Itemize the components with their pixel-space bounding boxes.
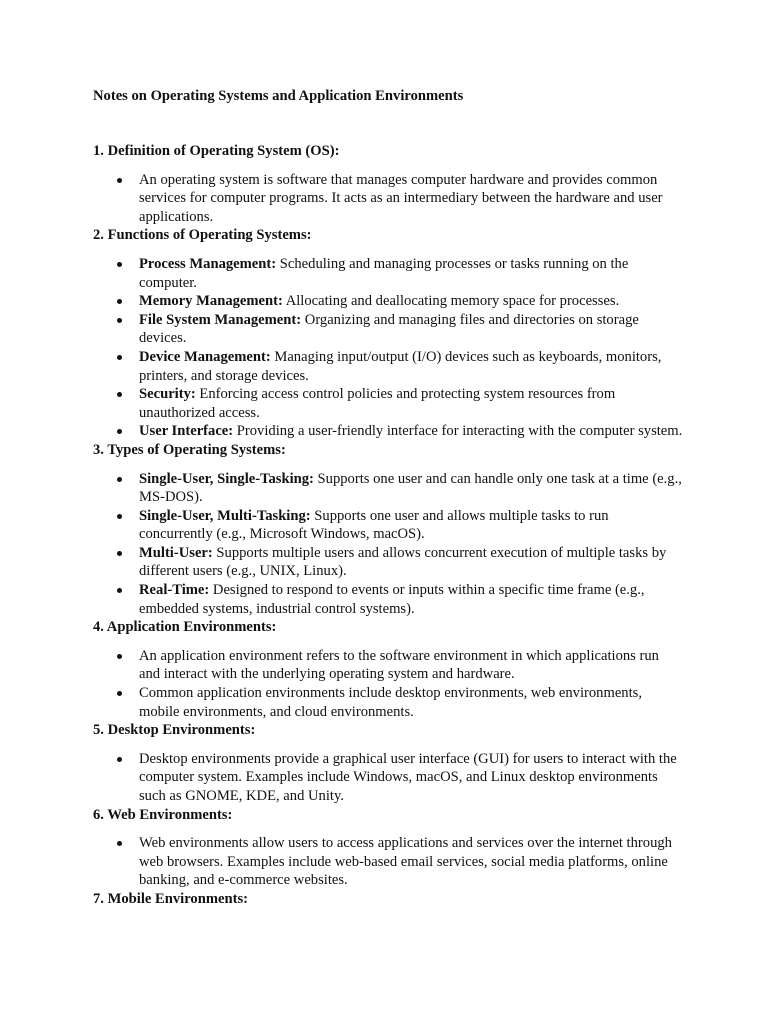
section-heading: 5. Desktop Environments:: [93, 722, 256, 739]
bullet-term: Memory Management:: [139, 293, 283, 310]
bullet-term: Device Management:: [139, 348, 271, 365]
bullet-list: [93, 834, 683, 890]
bullet-list: [93, 647, 683, 721]
bullet-term: User Interface:: [139, 423, 234, 440]
bullet-text: Providing a user-friendly interface for interacting with the computer system.: [233, 423, 683, 440]
bullet-term: Process Management:: [139, 255, 277, 272]
list-item: [139, 255, 683, 292]
bullet-text: Designed to respond to events or inputs within a specific time frame (e.g., embedded systems, industrial control systems).: [139, 582, 645, 617]
list-item: [139, 311, 683, 348]
bullet-term: Single-User, Single-Tasking:: [139, 470, 314, 487]
list-item: [139, 422, 683, 441]
section-heading: 4. Application Environments:: [93, 619, 277, 636]
bullet-text: Managing input/output (I/O) devices such as keyboards, monitors, printers, and storage devices.: [139, 348, 662, 384]
bullet-text: Scheduling and managing processes or tasks running on the computer.: [139, 255, 629, 291]
bullet-list: [93, 750, 683, 806]
section-mobile-environments: [93, 890, 683, 909]
section-definition: [93, 142, 683, 226]
bullet-text: An application environment refers to the software environment in which applications run and interact with the underlying operating system and hardware.: [139, 647, 659, 683]
list-item: [139, 171, 683, 227]
bullet-text: Desktop environments provide a graphical user interface (GUI) for users to interact with the computer system. Examples include Windows, macOS, and Linux desktop environments such as GNOME, KDE, and Unity.: [139, 750, 677, 804]
section-heading: 1. Definition of Operating System (OS):: [93, 143, 340, 159]
bullet-term: Security:: [139, 386, 196, 403]
bullet-text: Enforcing access control policies and protecting system resources from unauthorized access.: [139, 386, 616, 421]
list-item: [139, 385, 683, 422]
list-item: [139, 507, 683, 544]
bullet-term: File System Management:: [139, 311, 302, 328]
section-heading: 7. Mobile Environments:: [93, 890, 248, 907]
document-title: Notes on Operating Systems and Application Environments: [93, 88, 464, 104]
section-heading: 3. Types of Operating Systems:: [93, 441, 286, 458]
bullet-term: Multi-User:: [139, 544, 213, 561]
bullet-term: Single-User, Multi-Tasking:: [139, 507, 311, 524]
section-heading: 6. Web Environments:: [93, 806, 233, 823]
bullet-text: An operating system is software that manages computer hardware and provides common services for computer programs. It acts as an intermediary between the hardware and user applications.: [139, 171, 663, 225]
bullet-text: Supports one user and can handle only one task at a time (e.g., MS-DOS).: [139, 470, 682, 506]
list-item: [139, 292, 683, 311]
bullet-text: Web environments allow users to access applications and services over the internet through web browsers. Examples include web-based email services, social media platforms, online banking, and e-commerce websites.: [139, 835, 672, 889]
bullet-text: Supports multiple users and allows concurrent execution of multiple tasks by different users (e.g., UNIX, Linux).: [139, 544, 667, 580]
bullet-list: [93, 171, 683, 227]
list-item: [139, 750, 683, 806]
list-item: [139, 684, 683, 721]
bullet-text: Allocating and deallocating memory space for processes.: [282, 293, 620, 310]
section-functions: [93, 226, 683, 441]
document-body: [93, 142, 683, 909]
bullet-list: [93, 255, 683, 441]
list-item: [139, 647, 683, 684]
list-item: [139, 834, 683, 890]
section-desktop-environments: [93, 721, 683, 805]
list-item: [139, 544, 683, 581]
bullet-list: [93, 470, 683, 619]
section-heading: 2. Functions of Operating Systems:: [93, 227, 312, 244]
bullet-text: Organizing and managing files and directories on storage devices.: [139, 311, 639, 347]
list-item: [139, 348, 683, 385]
section-web-environments: [93, 806, 683, 890]
bullet-text: Supports one user and allows multiple tasks to run concurrently (e.g., Microsoft Windows, macOS).: [139, 507, 609, 543]
bullet-term: Real-Time:: [139, 582, 210, 599]
section-application-environments: [93, 618, 683, 721]
bullet-text: Common application environments include desktop environments, web environments, mobile environments, and cloud environments.: [139, 685, 642, 720]
section-types: [93, 441, 683, 618]
list-item: [139, 470, 683, 507]
list-item: [139, 581, 683, 618]
